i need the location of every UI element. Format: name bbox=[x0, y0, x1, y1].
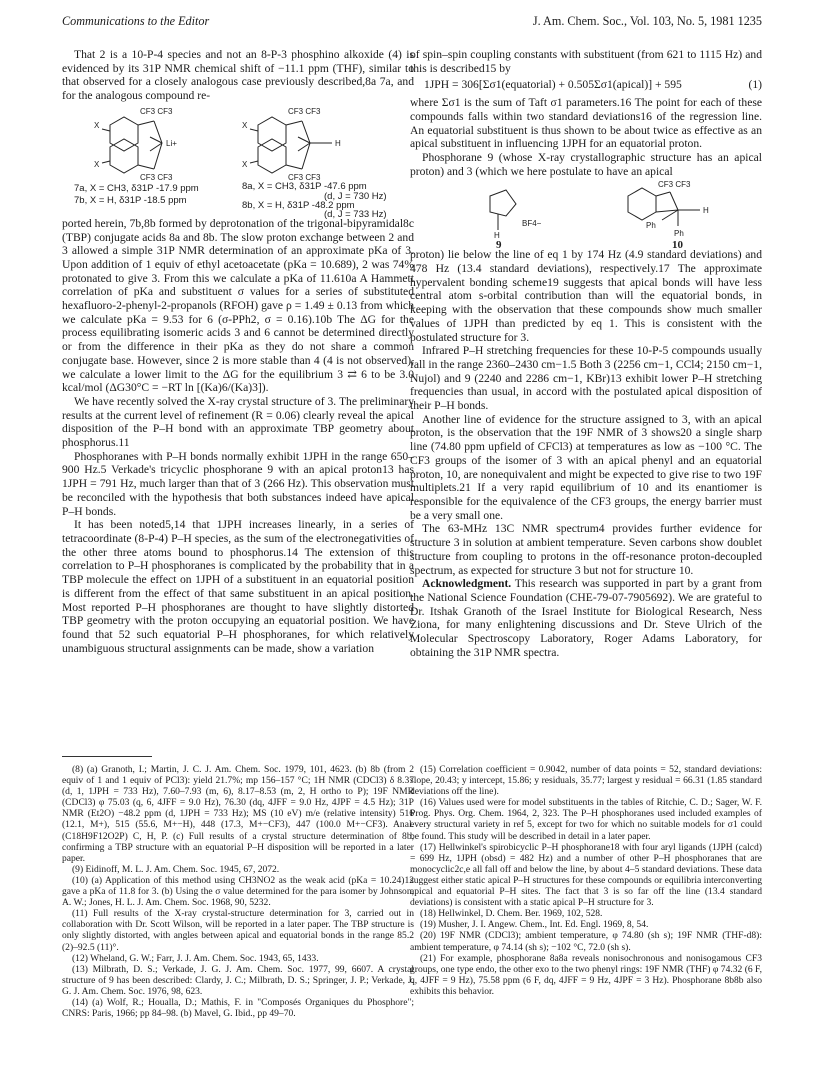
footnote: (11) Full results of the X-ray crystal-structure determination for 3, carried out in collaboration with Dr. Scott Wilson, will be reported in a later paper. The TBP structure is only slightly distorted, with angles between apical and equatorial bonds in the range 85.2 (2)–92.5 (11)°. bbox=[62, 908, 414, 953]
benzene-ring-7a-bottom bbox=[110, 139, 138, 173]
cf3-label-7a-top: CF3 CF3 bbox=[140, 106, 173, 116]
footnote: (21) For example, phosphorane 8a8a reveals nonisochronous and nonisogamous CF3 groups, one type endo, the other exo to the two phenyl rings: 19F NMR (THF) φ 74.32 (6 F, q, 4JFF = 9 Hz), 75.58 ppm (6 F, dq, 4JFF = 9 Hz, 4JPF = 3 Hz). Phosphorane 8b8b also exhibits this behavior. bbox=[410, 952, 762, 997]
footnotes-left bbox=[62, 764, 414, 1019]
x-label: X bbox=[94, 120, 100, 130]
cf3-label-8a-bottom: CF3 CF3 bbox=[288, 172, 321, 181]
paragraph: of spin–spin coupling constants with substituent (from 621 to 1115 Hz) and this is described15 by bbox=[410, 48, 762, 75]
x-label: X bbox=[242, 120, 248, 130]
footnote: (14) (a) Wolf, R.; Houalla, D.; Mathis, F. in "Composés Organiques du Phosphore"; CNRS: Paris, 1966; pp 84–98. (b) Mavel, G. Ibid., pp 49–70. bbox=[62, 996, 414, 1020]
equation-text: 1JPH = 306[Σσ1(equatorial) + 0.505Σσ1(apical)] + 595 bbox=[424, 78, 682, 92]
footnote: (18) Hellwinkel, D. Chem. Ber. 1969, 102, 528. bbox=[420, 908, 603, 920]
figure-structures-7-8 bbox=[62, 103, 414, 220]
footnote: (15) Correlation coefficient = 0.9042, number of data points = 52, standard deviations: slope, 20.43; y intercept, 15.86; y residuals, 35.77; largest y residual = 66.31 (1.85 standard deviations off the line). bbox=[410, 764, 762, 798]
paragraph: We have recently solved the X-ray crystal structure of 3. The preliminary results at the current level of refinement (R = 0.06) clearly reveal the apical disposition of the P–H bond with an approximate TBP geometry about phosphorus.11 bbox=[62, 394, 414, 450]
page-header bbox=[62, 14, 762, 32]
paragraph: Phosphoranes with P–H bonds normally exhibit 1JPH in the range 650–900 Hz.5 Verkade's tricyclic phosphorane 9 with an apical proton13 has 1JPH = 791 Hz, much larger than that of 3 (266 Hz). This observation must be reconciled with the hypothesis that both substances indeed have apical P–H bonds. bbox=[62, 449, 414, 518]
paragraph: proton) lie below the line of eq 1 by 174 Hz (4.9 standard deviations) and 478 Hz (13.4 standard deviations), respectively.17 The approximate hypervalent bonding scheme19 suggests that apical bonds will have less central atom s-orbital contribution than will the equatorial bonds, in keeping with the observation that these compounds show much smaller values of 1JPH than predicted by eq 1. This is consistent with the postulated structure for 3. bbox=[410, 248, 762, 344]
equation-number: (1) bbox=[748, 78, 762, 92]
paragraph: Phosphorane 9 (whose X-ray crystallographic structure has an apical proton) and 3 (which we here postulate to have an apical bbox=[410, 150, 762, 178]
benzene-ring-10 bbox=[628, 188, 656, 220]
benzene-ring-8a-bottom bbox=[258, 139, 286, 173]
cf3-label-8a-top: CF3 CF3 bbox=[288, 106, 321, 116]
caption-7b: 7b, X = H, δ31P -18.5 ppm bbox=[74, 194, 187, 206]
acknowledgment bbox=[410, 577, 762, 659]
ph-label-10: Ph bbox=[674, 229, 684, 239]
paragraph: Another line of evidence for the structure assigned to 3, with an apical proton, is the observation that the 19F NMR of 3 shows20 a single sharp line (74.80 ppm upfield of CFCl3) at temperatures as low as −100 °C. The CF3 groups of the isomer of 3 with an apical phenyl and an equatorial proton, 10, are nonequivalent and might be expected to give rise to two 19F multiplets.21 If a very rapid equilibrium of 10 and its enantiomer is responsible for the equivalence of the CF3 groups, the energy barrier must be a very small one. bbox=[410, 412, 762, 522]
benzene-ring-7a-top bbox=[110, 117, 138, 151]
footnote: (20) 19F NMR (CDCl3); ambient temperature, φ 74.80 (sh s); 19F NMR (THF-d8): ambient temperature, φ 74.14 (sh s); −102 °C, 72.0 (sh s). bbox=[410, 930, 762, 953]
acknowledgment-text: This research was supported in part by a grant from the National Science Foundation (CHE-79-07-7905692). We are grateful to Dr. Itshak Granoth of the Israel Institute for Biological Research, Ness Ziona, for many enlightening discussions and Dr. Steve Ulrich of the Molecular Spectroscopy Laboratory, Roger Adams Laboratory, for obtaining the 31P NMR spectra. bbox=[410, 577, 762, 659]
footnote: (13) Milbrath, D. S.; Verkade, J. G. J. Am. Chem. Soc. 1977, 99, 6607. A crystal structure of 9 has been described: Clardy, J. C.; Milbrath, D. S.; Springer, J. P.; Verkade, J. G. J. Am. Chem. Soc. 1976, 98, 623. bbox=[62, 963, 414, 997]
h-label-8a: H bbox=[335, 138, 341, 148]
right-column bbox=[410, 48, 762, 659]
bf4-label: BF4− bbox=[522, 219, 542, 229]
footnote: (8) (a) Granoth, I.; Martin, J. C. J. Am. Chem. Soc. 1979, 101, 4623. (b) 8b (from 2 equiv of 1 and 1 equiv of PCl3): yield 21.7%; mp 156–157 °C; 1H NMR (CDCl3) δ 8.37 (d, 1, 1JPH = 733 Hz), 7.60–7.93 (m, 6), 8.17–8.53 (m, 2, H ortho to P); 19F NMR (CDCl3) φ 75.03 (q, 6, 4JFF = 9.0 Hz), 76.30 (dq, 4JFF = 9.0 Hz, 4JPF = 4.5 Hz); 31P NMR (Et2O) −48.2 ppm (d, 1JPH = 733 Hz); MS (10 eV) m/e (relative intensity) 516 (12.1, M+), 515 (55.6, M+−H), 448 (17.3, M+−CF3), 447 (100.0 M+−CF3). Anal. (C18H9F12O2P) C, H, P. (c) Full results of a crystal structure determination of 8b, confirming a TBP structure with an equatorial P–H disposition will be reported in a later paper. bbox=[62, 764, 414, 864]
caption-8a-coupling: (d, J = 730 Hz) bbox=[324, 190, 387, 202]
left-column bbox=[62, 48, 414, 655]
structure-drawings bbox=[62, 103, 414, 181]
footnote: (16) Values used were for model substituents in the tables of Ritchie, C. D.; Sager, W. F. Prog. Phys. Org. Chem. 1964, 2, 323. The P–H phosphoranes used included examples of every structural variety in ref 5, except for two for which no suitable models for σ1 could be found. This study will be described in detail in a later paper. bbox=[410, 797, 762, 842]
structure-drawings-9-10 bbox=[410, 178, 762, 248]
li-cation-label: Li+ bbox=[166, 138, 177, 148]
ring-9 bbox=[490, 190, 516, 216]
journal-citation: J. Am. Chem. Soc., Vol. 103, No. 5, 1981 1235 bbox=[532, 14, 762, 28]
acknowledgment-title: Acknowledgment. bbox=[422, 577, 512, 591]
paragraph: ported herein, 7b,8b formed by deprotonation of the trigonal-bipyramidal8c (TBP) conjugate acids 8a and 8b. The slow proton exchange between 2 and 3 allowed a simple 31P NMR determination of an approximate pKa of 3. Upon addition of 1 equiv of ethyl acetoacetate (pKa = 10.689), 2 was 74% protonated to give 3. From this we calculate a pKa of 11.610a A Hammett correlation of pKa and substituent σ values for a series of substituted hexafluoro-2-phenyl-2-propanols (RFOH) gave ρ = 1.49 ± 0.13 from which we calculate pKa = 9.53 for 6 (σ-PPh2, σ = 0.16).10b The ΔG for the process equilibrating isomeric acids 3 and 6 cannot be determined directly or from the difference in their pKa as they do not share a common conjugate base. However, since 2 is more stable than 4 (4 is not observed), we calculate a lower limit to the ΔG for the equilibrium 3 ⇄ 6 to be 3.0 kcal/mol (ΔG30°C = −RT ln [(Ka)6/(Ka)3]). bbox=[62, 216, 414, 395]
paragraph: Infrared P–H stretching frequencies for these 10-P-5 compounds usually fall in the range 2360–2430 cm−1.5 Both 3 (2256 cm−1, CCl4; 2150 cm−1, Nujol) and 9 (2240 and 2286 cm−1, KBr)13 exhibit lower P–H stretching frequencies than usual, in accord with the postulated apical disposition of their P–H bonds. bbox=[410, 344, 762, 413]
paragraph: It has been noted5,14 that 1JPH increases linearly, in a series of tetracoordinate (8-P-4) P–H species, as the sum of the electronegativities of the other three atoms bound to phosphorus.14 The extension of this correlation to P–H phosphoranes is complicated by the probability that in a TBP molecule the effect on 1JPH of a substituent in an equatorial position is different from the effect of that same substituent in an apical position. Most reported P–H phosphoranes are thought to have slightly distorted TBP geometry with the proton occupying an equatorial position. We have found that 52 such equatorial P–H phosphoranes, for which relatively unambiguous structural assignments can be made, show a variation bbox=[62, 518, 414, 655]
footnote: (9) Eidinoff, M. L. J. Am. Chem. Soc. 1945, 67, 2072. bbox=[72, 863, 280, 875]
figure-structures-9-10 bbox=[410, 178, 762, 248]
cf3-label-10: CF3 CF3 bbox=[658, 180, 691, 190]
caption-8a: 8a, X = CH3, δ31P -47.6 ppm bbox=[242, 180, 367, 192]
h-label-9: H bbox=[494, 231, 500, 241]
journal-section: Communications to the Editor bbox=[62, 14, 210, 28]
equation-1 bbox=[410, 78, 762, 92]
paragraph: where Σσ1 is the sum of Taft σ1 parameters.16 The point for each of these compounds falls within two standard deviations16 of the regression line. An equatorial substituent is thus shown to be about twice as effective as an apical substituent in influencing 1JPH for an equatorial proton. bbox=[410, 96, 762, 151]
footnote: (19) Musher, J. I. Angew. Chem., Int. Ed. Engl. 1969, 8, 54. bbox=[420, 919, 649, 931]
caption-7a: 7a, X = CH3, δ31P -17.9 ppm bbox=[74, 182, 199, 194]
compound-label-10: 10 bbox=[672, 239, 683, 249]
h-label-10: H bbox=[703, 206, 709, 216]
footnote-rule bbox=[62, 756, 152, 757]
caption-8b-coupling: (d, J = 733 Hz) bbox=[324, 208, 387, 220]
footnotes-right bbox=[410, 764, 762, 997]
benzene-ring-8a-top bbox=[258, 117, 286, 151]
footnote: (12) Wheland, G. W.; Farr, J. J. Am. Chem. Soc. 1943, 65, 1433. bbox=[72, 952, 319, 964]
x-label: X bbox=[242, 159, 248, 169]
caption-8b: 8b, X = H, δ31P -48.2 ppm bbox=[242, 199, 355, 211]
paragraph: The 63-MHz 13C NMR spectrum4 provides further evidence for structure 3 in solution at ambient temperature. Seven carbons show doublet structure from coupling to protons in the off-resonance proton-decoupled spectrum, as expected for structure 3 but not for structure 10. bbox=[410, 522, 762, 577]
footnote: (17) Hellwinkel's spirobicyclic P–H phosphorane18 with four aryl ligands (1JPH (calcd) = 699 Hz, 1JPH (obsd) = 482 Hz) and a number of other P–H phosphoranes that are monocyclic2c,e all fall off and below the line, by about 4–5 standard deviations. These data suggest either static apical P–H structures for these compounds or equilibria interconverting apical and equatorial P–H sites. The fact that 3 is so far off the line (13.4 standard deviations) is consistent with a static apical P–H structure for 3. bbox=[410, 841, 762, 909]
ph-label-10: Ph bbox=[646, 221, 656, 231]
cf3-label-7a-bottom: CF3 CF3 bbox=[140, 172, 173, 181]
footnote: (10) (a) Application of this method using CH3NO2 as the weak acid (pKa = 10.24)12 gave a pKa of 11.8 for 3. (b) Using the σ value determined for the para isomer by Johnson, A. W.; Jones, H. L. J. Am. Chem. Soc. 1968, 90, 5232. bbox=[62, 874, 414, 909]
paragraph: That 2 is a 10-P-4 species and not an 8-P-3 phosphino alkoxide (4) is evidenced by its 31P NMR chemical shift of −11.1 ppm (THF), similar to that observed for a closely analogous case previously described,8a 7a, and for the analogous compound re- bbox=[62, 48, 414, 103]
compound-label-9: 9 bbox=[496, 239, 502, 249]
x-label: X bbox=[94, 159, 100, 169]
